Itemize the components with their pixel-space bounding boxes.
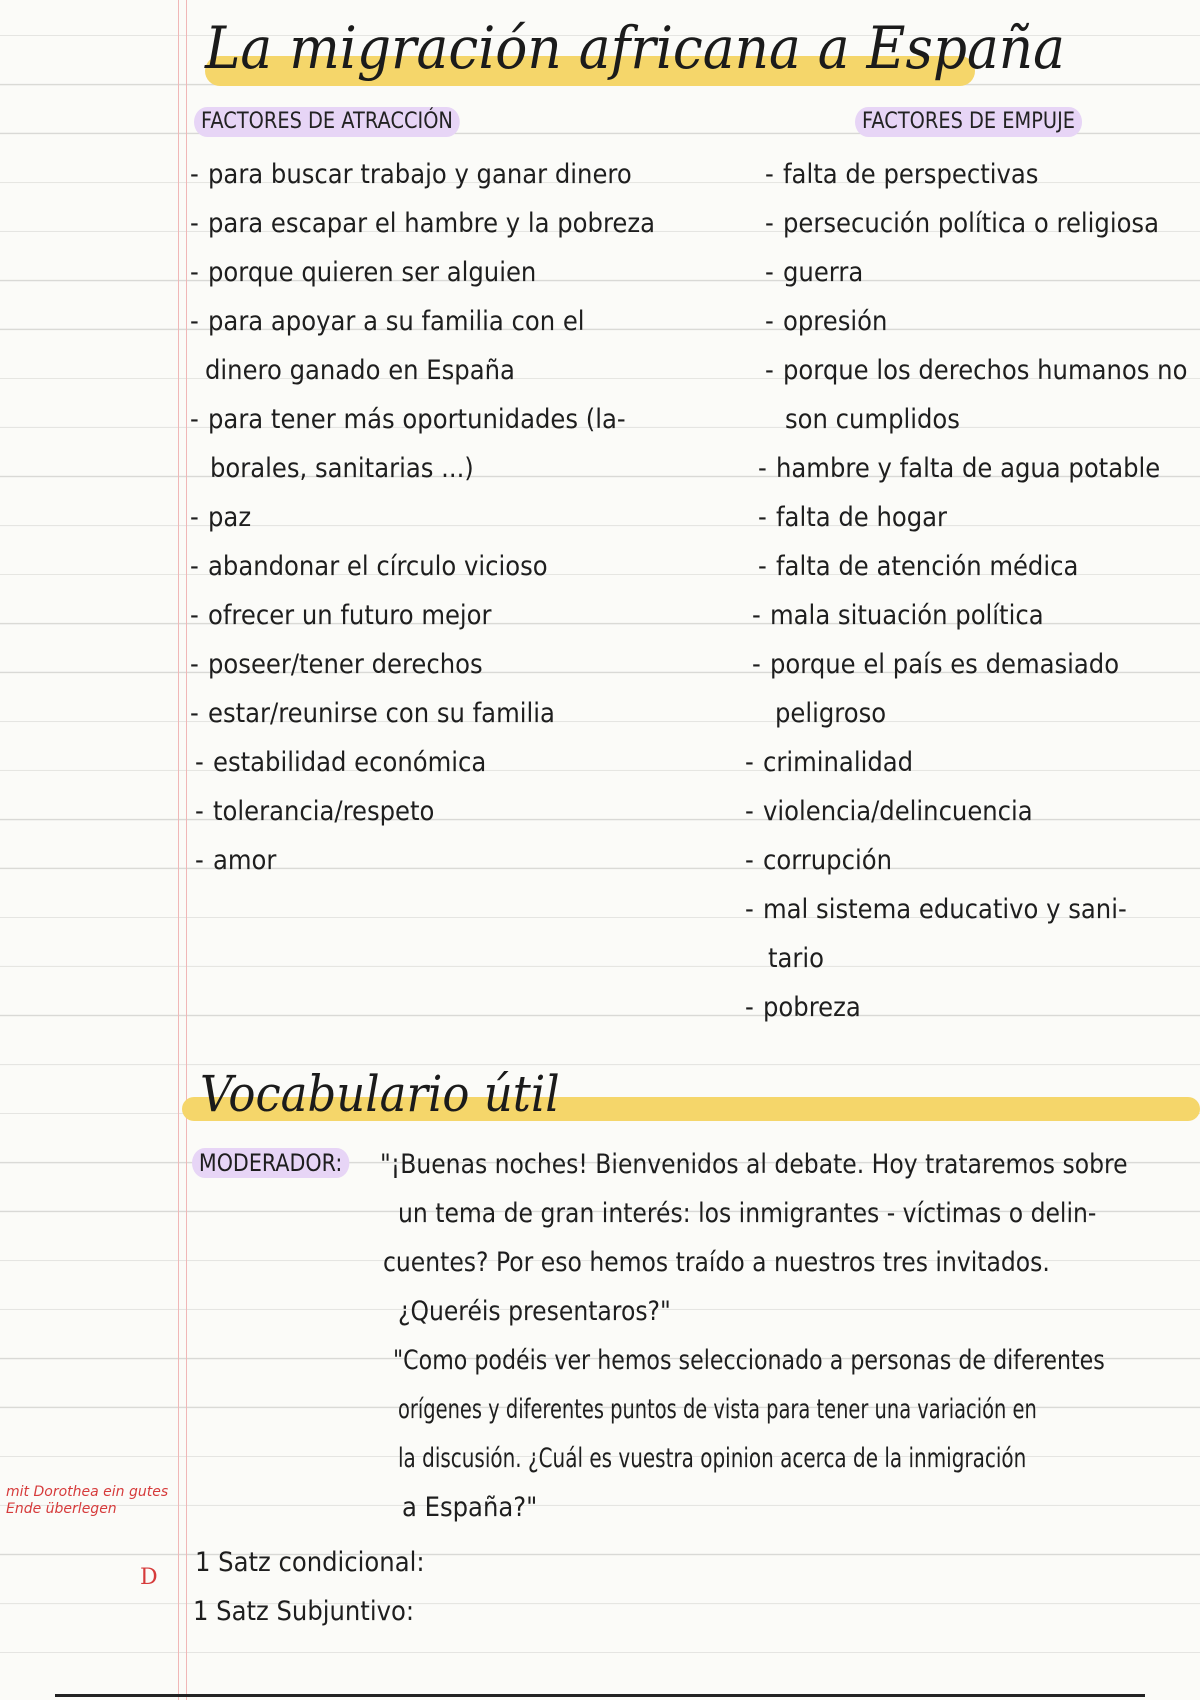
list-item: - falta de atención médica [758, 551, 1079, 582]
margin-line-right [186, 0, 187, 1700]
list-item: - falta de hogar [758, 502, 948, 533]
list-item-continued: peligroso [775, 698, 887, 729]
list-item: - para escapar el hambre y la pobreza [190, 208, 656, 239]
list-item: - paz [190, 502, 252, 533]
speech-line: "¡Buenas noches! Bienvenidos al debate. Hoy trataremos sobre [380, 1149, 1128, 1180]
task-subjunctive: 1 Satz Subjuntivo: [193, 1596, 415, 1627]
list-item: - criminalidad [745, 747, 914, 778]
list-item: - porque el país es demasiado [752, 649, 1120, 680]
list-item: - estar/reunirse con su familia [190, 698, 555, 729]
list-item: - poseer/tener derechos [190, 649, 483, 680]
page-title-block [205, 10, 1140, 86]
push-heading: FACTORES DE EMPUJE [855, 107, 1082, 137]
list-item: - porque los derechos humanos no [765, 355, 1188, 386]
margin-mark: D [140, 1565, 158, 1590]
page-title: La migración africana a España [205, 14, 1065, 82]
vocab-title: Vocabulario útil [200, 1065, 560, 1123]
list-item: - corrupción [745, 845, 892, 876]
list-item: - violencia/delincuencia [745, 796, 1033, 827]
list-item-continued: son cumplidos [785, 404, 960, 435]
list-item: - amor [195, 845, 277, 876]
list-item-continued: tario [768, 943, 825, 974]
speech-line: cuentes? Por eso hemos traído a nuestros tres invitados. [383, 1247, 1050, 1278]
attraction-heading: FACTORES DE ATRACCIÓN [194, 107, 460, 137]
list-item: - opresión [765, 306, 888, 337]
bottom-rule [55, 1694, 1145, 1697]
list-item: - pobreza [745, 992, 861, 1023]
list-item: - hambre y falta de agua potable [758, 453, 1161, 484]
margin-note-line-1: mit Dorothea ein gutes [6, 1484, 169, 1500]
speech-line: orígenes y diferentes puntos de vista para tener una variación en [398, 1394, 1037, 1425]
margin-note-line-2: Ende überlegen [6, 1501, 117, 1517]
list-item: - estabilidad económica [195, 747, 487, 778]
speech-line: a España?" [402, 1492, 538, 1523]
list-item-continued: dinero ganado en España [205, 355, 515, 386]
list-item: - abandonar el círculo vicioso [190, 551, 548, 582]
task-conditional: 1 Satz condicional: [195, 1547, 425, 1578]
list-item: - mala situación política [752, 600, 1044, 631]
list-item: - ofrecer un futuro mejor [190, 600, 492, 631]
speech-line: un tema de gran interés: los inmigrantes - víctimas o delin- [398, 1198, 1097, 1229]
list-item: - tolerancia/respeto [195, 796, 435, 827]
list-item-continued: borales, sanitarias ...) [210, 453, 474, 484]
speech-line: la discusión. ¿Cuál es vuestra opinion acerca de la inmigración [398, 1443, 1027, 1474]
list-item: - porque quieren ser alguien [190, 257, 537, 288]
margin-line-left [178, 0, 179, 1700]
list-item: - persecución política o religiosa [765, 208, 1159, 239]
list-item: - guerra [765, 257, 864, 288]
speech-line: ¿Queréis presentaros?" [398, 1296, 671, 1327]
list-item: - para tener más oportunidades (la- [190, 404, 626, 435]
list-item: - para apoyar a su familia con el [190, 306, 585, 337]
list-item: - falta de perspectivas [765, 159, 1039, 190]
list-item: - mal sistema educativo y sani- [745, 894, 1127, 925]
moderator-label: MODERADOR: [192, 1148, 349, 1178]
list-item: - para buscar trabajo y ganar dinero [190, 159, 632, 190]
speech-line: "Como podéis ver hemos seleccionado a personas de diferentes [393, 1345, 1105, 1376]
